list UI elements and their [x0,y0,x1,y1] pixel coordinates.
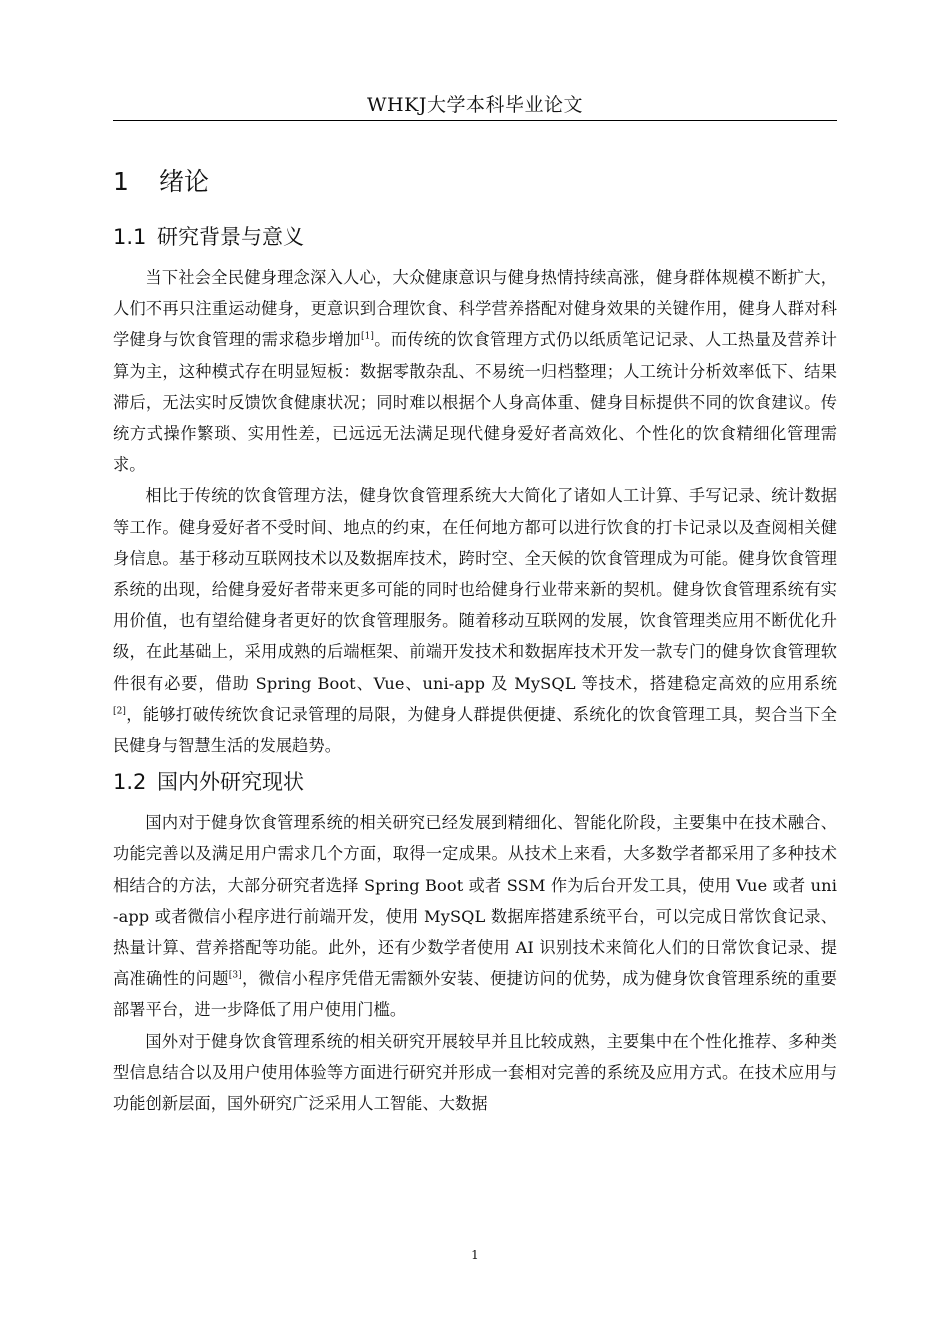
section-number: 1.1 [113,225,147,249]
section-title: 研究背景与意义 [157,225,304,249]
citation: [2] [113,706,127,717]
header-title: WHKJ大学本科毕业论文 [367,94,583,116]
citation: [1] [361,332,375,343]
chapter-heading [113,160,837,204]
chapter-title: 绪论 [159,167,210,196]
page-body [113,160,837,1119]
paragraph: 当下社会全民健身理念深入人心，大众健康意识与健身热情持续高涨，健身群体规模不断扩大，人们不再只注重运动健身，更意识到合理饮食、科学营养搭配对健身效果的关键作用，健身人群对科学健身与饮食管理的需求稳步增加[1]。而传统的饮食管理方式仍以纸质笔记记录、人工热量及营养计算为主，这种模式存在明显短板：数据零散杂乱、不易统一归档整理；人工统计分析效率低下、结果滞后，无法实时反馈饮食健康状况；同时难以根据个人身高体重、健身目标提供不同的饮食建议。传统方式操作繁琐、实用性差，已远远无法满足现代健身爱好者高效化、个性化的饮食精细化管理需求。 [113,268,837,475]
section-number: 1.2 [113,770,147,795]
citation: [3] [228,970,242,981]
page-number: 1 [471,1248,479,1262]
section-title: 国内外研究现状 [157,770,304,795]
paragraph: 国外对于健身饮食管理系统的相关研究开展较早并且比较成熟，主要集中在个性化推荐、多种类型信息结合以及用户使用体验等方面进行研究并形成一套相对完善的系统及应用方式。在技术应用与功能创新层面，国外研究广泛采用人工智能、大数据 [113,1031,837,1114]
section-heading-1-2 [113,763,837,801]
section-heading-1-1 [113,218,837,256]
paragraph: 相比于传统的饮食管理方法，健身饮食管理系统大大简化了诸如人工计算、手写记录、统计数据等工作。健身爱好者不受时间、地点的约束，在任何地方都可以进行饮食的打卡记录以及查阅相关健身信息。基于移动互联网技术以及数据库技术，跨时空、全天候的饮食管理成为可能。健身饮食管理系统的出现，给健身爱好者带来更多可能的同时也给健身行业带来新的契机。健身饮食管理系统有实用价值，也有望给健身者更好的饮食管理服务。随着移动互联网的发展，饮食管理类应用不断优化升级，在此基础上，采用成熟的后端框架、前端开发技术和数据库技术开发一款专门的健身饮食管理软件很有必要，借助 Spring Boot、Vue、uni-app 及 MySQL 等技术，搭建稳定高效的应用系统[2]，能够打破传统饮食记录管理的局限，为健身人群提供便捷、系统化的饮食管理工具，契合当下全民健身与智慧生活的发展趋势。 [113,486,837,756]
chapter-number: 1 [113,167,129,196]
paragraph: 国内对于健身饮食管理系统的相关研究已经发展到精细化、智能化阶段，主要集中在技术融合、功能完善以及满足用户需求几个方面，取得一定成果。从技术上来看，大多数学者都采用了多种技术相结合的方法，大部分研究者选择 Spring Boot 或者 SSM 作为后台开发工具，使用 Vue 或者 uni-app 或者微信小程序进行前端开发，使用 MySQL 数据库搭建系统平台，可以完成日常饮食记录、热量计算、营养搭配等功能。此外，还有少数学者使用 AI 识别技术来简化人们的日常饮食记录、提高准确性的问题[3]，微信小程序凭借无需额外安装、便捷访问的优势，成为健身饮食管理系统的重要部署平台，进一步降低了用户使用门槛。 [113,813,837,1020]
running-header [113,92,837,121]
